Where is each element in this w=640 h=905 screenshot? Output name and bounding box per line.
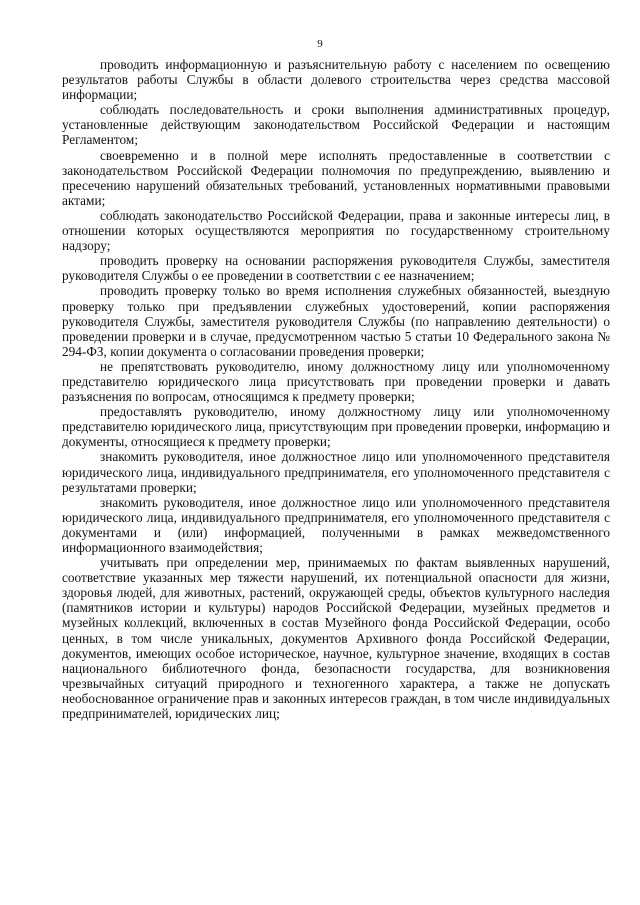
- paragraph: проводить проверку на основании распоряжения руководителя Службы, заместителя руководителя Службы о ее проведении в соответствии с ее назначением;: [62, 253, 610, 284]
- paragraph: предоставлять руководителю, иному должностному лицу или уполномоченному представителю юридического лица, присутствующим при проведении проверки, информацию и документы, относящиеся к предмету проверки;: [62, 404, 610, 450]
- paragraph: проводить информационную и разъяснительную работу с населением по освещению результатов работы Службы в области долевого строительства через средства массовой информации;: [62, 57, 610, 103]
- page-number: 9: [317, 38, 323, 50]
- document-body: [62, 57, 610, 721]
- paragraph: учитывать при определении мер, принимаемых по фактам выявленных нарушений, соответствие указанных мер тяжести нарушений, их потенциальной опасности для жизни, здоровья людей, для животных, растений, окружающей среды, объектов культурного наследия (памятников истории и культуры) народов Российской Федерации, музейных предметов и музейных коллекций, включенных в состав Музейного фонда Российской Федерации, особо ценных, в том числе уникальных, документов Архивного фонда Российской Федерации, документов, имеющих особое историческое, научное, культурное значение, входящих в состав национального библиотечного фонда, безопасности государства, для возникновения чрезвычайных ситуаций природного и техногенного характера, а также не допускать необоснованное ограничение прав и законных интересов граждан, в том числе индивидуальных предпринимателей, юридических лиц;: [62, 555, 610, 722]
- paragraph: своевременно и в полной мере исполнять предоставленные в соответствии с законодательством Российской Федерации полномочия по предупреждению, выявлению и пресечению нарушений обязательных требований, установленных нормативными правовыми актами;: [62, 147, 610, 208]
- paragraph: соблюдать последовательность и сроки выполнения административных процедур, установленные действующим законодательством Российской Федерации и настоящим Регламентом;: [62, 102, 610, 148]
- paragraph: проводить проверку только во время исполнения служебных обязанностей, выездную проверку только при предъявлении служебных удостоверений, копии распоряжения руководителя Службы, заместителя руководителя Службы (по направлению деятельности) о проведении проверки и в случае, предусмотренном частью 5 статьи 10 Федерального закона № 294-ФЗ, копии документа о согласовании проведения проверки;: [62, 283, 610, 359]
- paragraph: знакомить руководителя, иное должностное лицо или уполномоченного представителя юридического лица, индивидуального предпринимателя, его уполномоченного представителя с документами и (или) информацией, полученными в рамках межведомственного информационного взаимодействия;: [62, 494, 610, 555]
- paragraph: соблюдать законодательство Российской Федерации, права и законные интересы лиц, в отношении которых осуществляются мероприятия по государственному строительному надзору;: [62, 207, 610, 254]
- paragraph: знакомить руководителя, иное должностное лицо или уполномоченного представителя юридического лица, индивидуального предпринимателя, его уполномоченного представителя с результатами проверки;: [62, 449, 610, 495]
- paragraph: не препятствовать руководителю, иному должностному лицу или уполномоченному представителю юридического лица присутствовать при проведении проверки и давать разъяснения по вопросам, относящимся к предмету проверки;: [62, 358, 610, 405]
